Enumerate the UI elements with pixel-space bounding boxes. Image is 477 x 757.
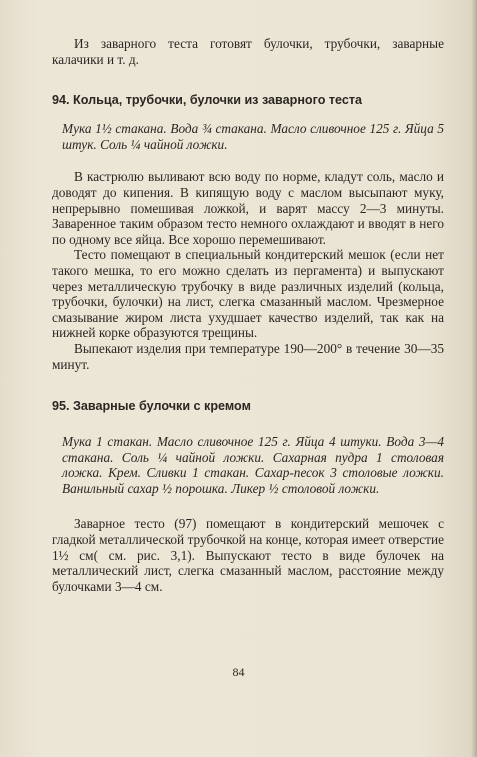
recipe-94-paragraph-2: Тесто помещают в специальный кондитерский мешок (если нет такого мешка, то его можно сделать из пергамента) и выпускают через металлическую трубочку в виде различных изделий (кольца, трубочки, булочки) на лист, слегка смазанный маслом. Чрезмерное смазывание жиром листа ухудшает качество изделий, так как на нижней корке образуются трещины. bbox=[52, 247, 444, 341]
recipe-95-ingredients: Мука 1 стакан. Масло сливочное 125 г. Яйца 4 штуки. Вода 3—4 стакана. Соль ¼ чайной ложки. Сахарная пудра 1 столовая ложка. Крем. Сливки 1 стакан. Сахар-песок 3 столовые ложки. Ванильный сахар ½ порошка. Ликер ½ столовой ложки. bbox=[62, 434, 444, 496]
recipe-94-heading: 94. Кольца, трубочки, булочки из заварного теста bbox=[52, 93, 363, 108]
page-content bbox=[52, 36, 444, 594]
recipe-94-paragraph-3: Выпекают изделия при температуре 190—200° в течение 30—35 минут. bbox=[52, 340, 444, 372]
recipe-95-paragraph-1: Заварное тесто (97) помещают в кондитерский мешочек с гладкой металлической трубочкой на конце, которая имеет отверстие 1½ см( см. рис. 3,1). Выпускают тесто в виде булочек на металлический лист, слегка смазанный маслом, расстояние между булочками 3—4 см. bbox=[52, 516, 444, 594]
page-number: 84 bbox=[232, 665, 245, 679]
recipe-95-heading: 95. Заварные булочки с кремом bbox=[52, 399, 251, 414]
page-spine-shadow bbox=[471, 0, 477, 757]
recipe-94-ingredients: Мука 1½ стакана. Вода ¾ стакана. Масло сливочное 125 г. Яйца 5 штук. Соль ¼ чайной ложки. bbox=[62, 121, 444, 152]
intro-paragraph: Из заварного теста готовят булочки, трубочки, заварные калачики и т. д. bbox=[52, 36, 444, 67]
recipe-94-paragraph-1: В кастрюлю выливают всю воду по норме, кладут соль, масло и доводят до кипения. В кипящую воду с маслом высыпают муку, непрерывно помешивая ложкой, и варят массу 2—3 минуты. Заваренное таким образом тесто немного охлаждают и вводят в него по одному все яйца. Все хорошо перемешивают. bbox=[52, 169, 444, 247]
